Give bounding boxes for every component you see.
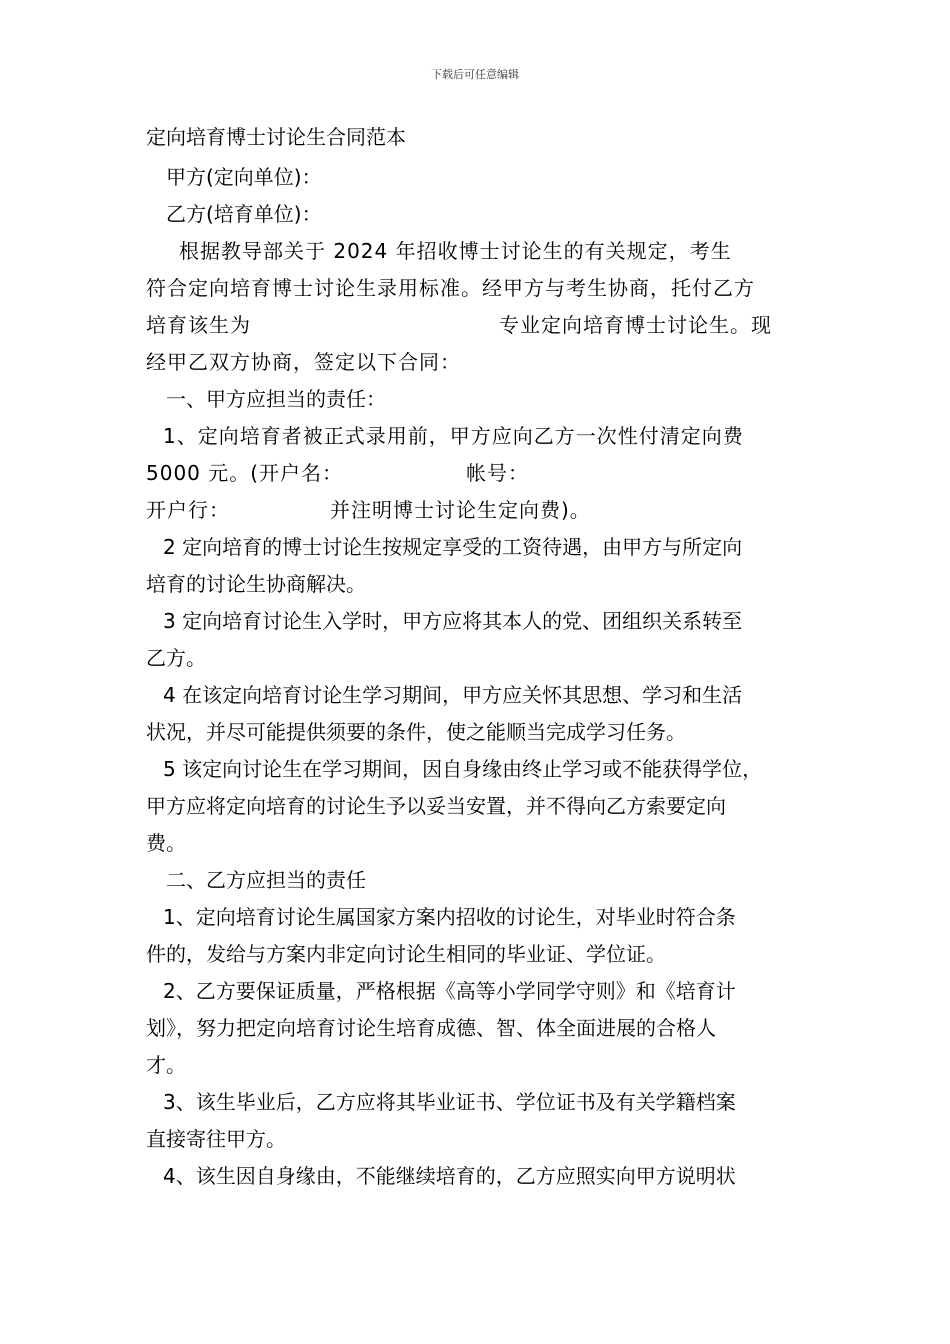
s1-item1-account-label: 帐号：	[466, 461, 530, 485]
s1-item5-line-3: 费。	[146, 831, 186, 855]
party-a-line	[146, 159, 816, 196]
s2-item2-line-1: 2、乙方要保证质量，严格根据《高等小学同学守则》和《培育计	[163, 979, 736, 1003]
intro-line-3-start: 培育该生为	[146, 313, 251, 337]
s2-item1-line-1: 1、定向培育讨论生属国家方案内招收的讨论生，对毕业时符合条	[163, 905, 736, 929]
party-b-label: 乙方(培育单位)：	[166, 202, 322, 226]
s2-item2-line-2: 划》，努力把定向培育讨论生培育成德、智、体全面进展的合格人	[146, 1016, 716, 1040]
s1-item3-line-2: 乙方。	[146, 646, 206, 670]
s1-item1-line-3	[146, 492, 816, 529]
intro-line-1: 根据教导部关于 2024 年招收博士讨论生的有关规定，考生	[179, 239, 732, 263]
s2-item2-line-3: 才。	[146, 1053, 186, 1077]
section-2-title: 二、乙方应担当的责任	[166, 868, 366, 892]
s2-item3-line-1: 3、该生毕业后，乙方应将其毕业证书、学位证书及有关学籍档案	[163, 1090, 736, 1114]
s2-item1-line-2: 件的，发给与方案内非定向讨论生相同的毕业证、学位证。	[146, 942, 666, 966]
section-1-item-3	[146, 603, 816, 677]
s1-item1-bank-label: 开户行：	[146, 498, 230, 522]
section-2-item-4	[146, 1158, 816, 1195]
intro-line-2: 符合定向培育博士讨论生录用标准。经甲方与考生协商，托付乙方	[146, 276, 755, 300]
s1-item2-line-2: 培育的讨论生协商解决。	[146, 572, 366, 596]
section-2-item-3	[146, 1084, 816, 1158]
s1-item4-line-1: 4 在该定向培育讨论生学习期间，甲方应关怀其思想、学习和生活	[163, 683, 743, 707]
intro-line-3	[146, 307, 816, 344]
intro-line-3-end: 专业定向培育博士讨论生。现	[499, 313, 772, 337]
section-1-heading	[146, 381, 816, 418]
s1-item3-line-1: 3 定向培育讨论生入学时，甲方应将其本人的党、团组织关系转至	[163, 609, 743, 633]
section-1-item-5	[146, 751, 816, 862]
section-2-heading	[146, 862, 816, 899]
section-2-item-2	[146, 973, 816, 1084]
s1-item1-line-2	[146, 455, 816, 492]
document-title: 定向培育博士讨论生合同范本	[146, 125, 406, 149]
s1-item1-line-1: 1、定向培育者被正式录用前，甲方应向乙方一次性付清定向费	[163, 424, 744, 448]
party-b-line	[146, 196, 816, 233]
s2-item4-line-1: 4、该生因自身缘由，不能继续培育的，乙方应照实向甲方说明状	[163, 1164, 736, 1188]
section-1-item-4	[146, 677, 816, 751]
s1-item5-line-1: 5 该定向讨论生在学习期间，因自身缘由终止学习或不能获得学位，	[163, 757, 763, 781]
section-1-item-2	[146, 529, 816, 603]
section-2-item-1	[146, 899, 816, 973]
intro-line-4: 经甲乙双方协商，签定以下合同：	[146, 350, 461, 374]
s1-item4-line-2: 状况，并尽可能提供须要的条件，使之能顺当完成学习任务。	[146, 720, 686, 744]
section-1-item-1	[146, 418, 816, 529]
intro-paragraph	[146, 233, 816, 381]
document-body	[146, 121, 816, 1195]
header-note: 下载后可任意编辑	[431, 68, 519, 81]
party-a-label: 甲方(定向单位)：	[166, 165, 322, 189]
s1-item5-line-2: 甲方应将定向培育的讨论生予以妥当安置，并不得向乙方索要定向	[146, 794, 726, 818]
s1-item2-line-1: 2 定向培育的博士讨论生按规定享受的工资待遇，由甲方与所定向	[163, 535, 743, 559]
s1-item1-amount: 5000 元。(开户名：	[146, 461, 344, 485]
s2-item3-line-2: 直接寄往甲方。	[146, 1127, 286, 1151]
s1-item1-note: 并注明博士讨论生定向费)。	[330, 498, 591, 522]
section-1-title: 一、甲方应担当的责任：	[166, 387, 386, 411]
